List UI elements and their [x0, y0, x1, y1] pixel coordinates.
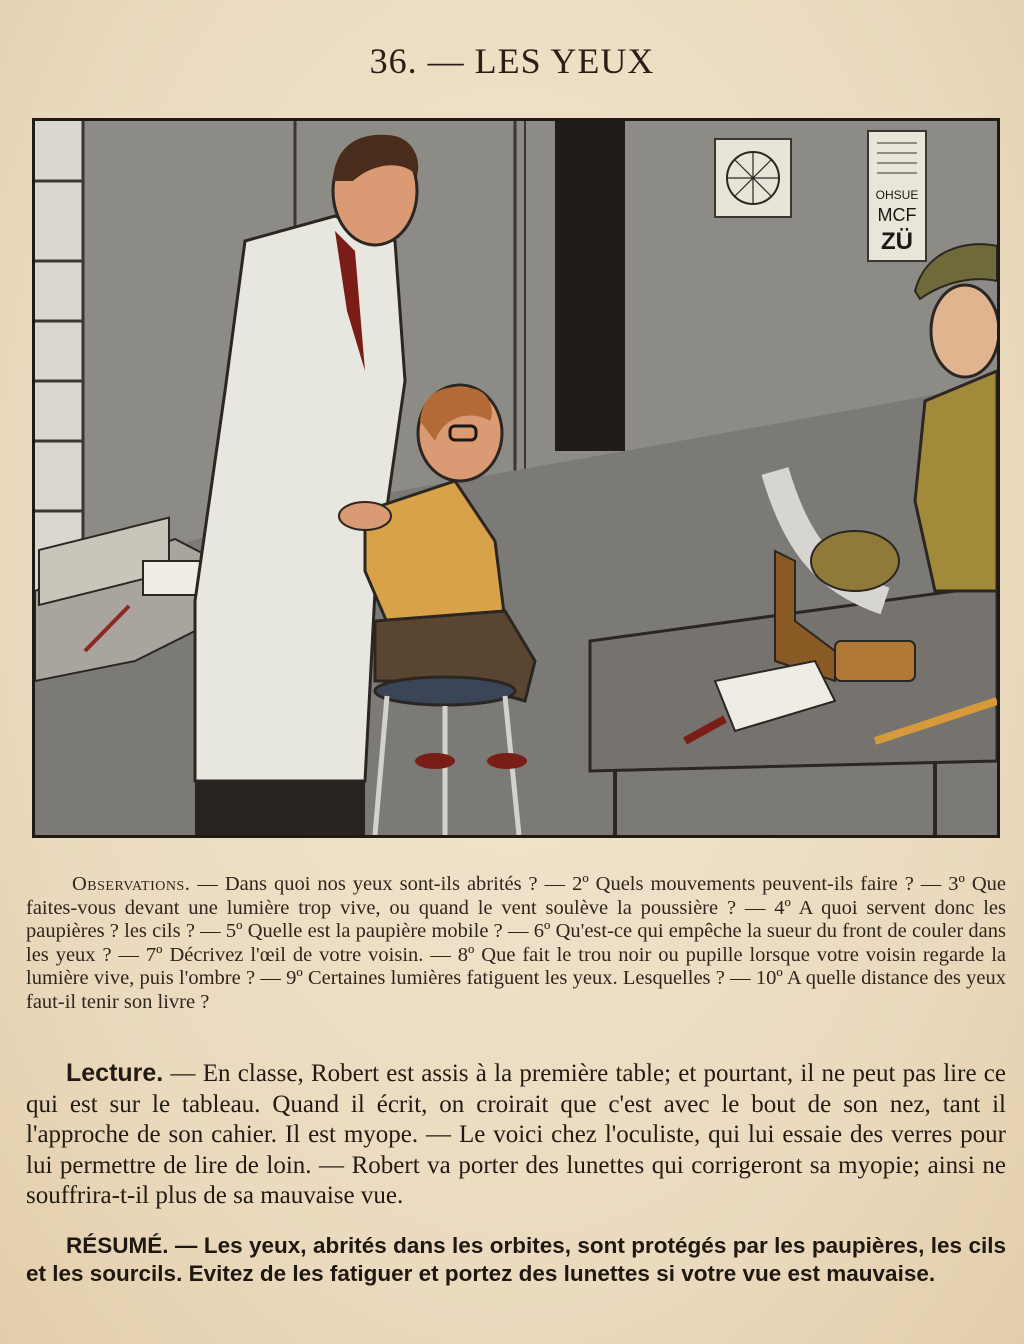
observations-heading: Observations.	[72, 873, 191, 895]
eye-chart-row-1: OHSUE	[875, 188, 919, 202]
observations-paragraph	[26, 873, 1006, 1014]
illustration-drawing	[35, 121, 997, 835]
boy-cap-on-table	[811, 531, 899, 591]
oculist-illustration	[32, 118, 1000, 838]
stool-seat	[375, 677, 515, 705]
instrument-base	[835, 641, 915, 681]
lecture-paragraph	[26, 1058, 1006, 1212]
page-title: 36. — LES YEUX	[369, 41, 655, 81]
resume-heading: RÉSUMÉ.	[66, 1233, 169, 1258]
doctor-hand	[339, 502, 391, 530]
eye-chart-row-2: MCF	[877, 205, 917, 225]
doctor-trousers	[195, 781, 365, 835]
boy-shoe-left	[415, 753, 455, 769]
eye-chart-row-3: ZÜ	[881, 228, 913, 255]
resume-text: — Les yeux, abrités dans les orbites, sont protégés par les paupières, les cils et les sourcils. Evitez de les fatiguer et portez des lunettes si votre vue est mauvaise.	[26, 1233, 1006, 1286]
woman-coat	[915, 371, 997, 591]
window	[35, 121, 83, 591]
observations-text: — Dans quoi nos yeux sont-ils abrités ? — 2º Quels mouvements peuvent-ils faire ? — 3º Que faites-vous devant une lumière trop vive, ou quand le vent soulève la poussière ? — 4º A quoi servent donc les paupières ? les cils ? — 5º Quelle est la paupière mobile ? — 6º Qu'est-ce qui empêche la sueur du front de couler dans les yeux ? — 7º Décrivez l'œil de votre voisin. — 8º Que fait le trou noir ou pupille lorsque votre voisin regarde la lumière vive, puis l'ombre ? — 9º Certaines lumières fatiguent les yeux. Lesquelles ? — 10º A quelle distance des yeux faut-il tenir son livre ?	[26, 873, 1006, 1013]
boy-shoe-right	[487, 753, 527, 769]
resume-paragraph	[26, 1232, 1006, 1288]
lecture-text: — En classe, Robert est assis à la première table; et pourtant, il ne peut pas lire ce qui est sur le tableau. Quand il écrit, on croirait que c'est avec le bout de son nez, tant il l'approche de son cahier. Il est myope. — Le voici chez l'oculiste, qui lui essaie des verres pour lui permettre de lire de loin. — Robert va porter des lunettes qui corrigeront sa myopie; ainsi ne souffrira-t-il plus de sa mauvaise vue.	[26, 1060, 1006, 1209]
lecture-heading: Lecture.	[66, 1059, 164, 1087]
doorway	[555, 121, 625, 451]
woman-head	[931, 285, 997, 377]
